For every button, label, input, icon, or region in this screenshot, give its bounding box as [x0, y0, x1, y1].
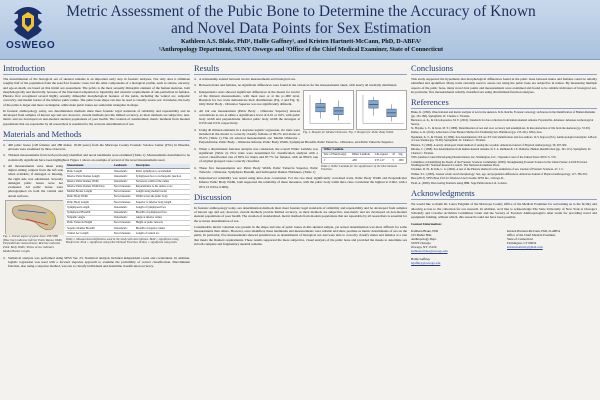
contact-line: SUNY Oswego — [411, 240, 431, 245]
table-cell: Novel measure — [113, 221, 135, 226]
table-cell: Inferior Pubic Ramus Width — [66, 179, 113, 184]
table-cell: 1 — [322, 158, 351, 163]
table-header-cell: df — [392, 152, 395, 157]
table-cell: Osteometric — [113, 179, 135, 184]
table-row — [66, 231, 190, 236]
discussion-heading: Discussion — [194, 192, 407, 204]
reference-item: SWG (Andrea Council Developing Disarticulation, Inc. Washington, D.C.: Supreme Court of the United States 509 U.S. 579. — [411, 155, 557, 160]
table-cell: Pubic symphysis to acetabulum — [135, 169, 190, 174]
contact-line: Farmington, CT 06032 — [507, 240, 537, 245]
table-cell: Perpendicular to the ramus at arc — [135, 184, 190, 189]
table-cell: Osteometric — [113, 210, 135, 215]
results-bullet: ➤ All but one measurement (Pubic Body - Obturator Superior) showed correlations to sex at either a significance level of 0.01 or 0.05, with pubic body width and perpendicular inferior pubic body width the strongest at 0.550 and 0.531 respectively. — [194, 109, 407, 126]
methods-bullet: ➤ All measurements were taken using digital sliding calipers from the left side when available; if damaged or missing, the right side was substituted. Severely damaged pubic bones were not evaluated. All pubic bones were photographed on both the ventral and dorsal surfaces. — [3, 164, 190, 198]
table-cell: Length of symphyseal face — [135, 205, 190, 210]
references-list — [411, 111, 597, 185]
reference-item: Ubelaker, D. H., & Volk, C. G. (2002). A test of the Phenice method for the estimation of sex. Journal of Forensic Sciences, 47, 1-5. — [411, 167, 564, 172]
table-cell: Novel measure — [113, 184, 135, 189]
table-cell: Pubic Tubercle Height — [66, 221, 113, 226]
methods-bullet: ➤ Thirteen measurements from both previously identified and novel landmarks were examined (Table 1). Measurements determined to be statistically significant have been highlighted. Figure 1 shows an example of several of the novel measurements used. — [3, 153, 190, 162]
table-header-cell: Chi-square — [373, 152, 391, 157]
poster-authors — [58, 38, 544, 53]
references-heading: References — [411, 97, 597, 109]
reference-item: St. Hoyme, L. E., & Iscan, M. Y. (1989). Determination of sex and race: accuracy and assumptions. In Reconstruction of life from the skeleton (pp. 53-93). — [411, 125, 591, 130]
reference-item: Bass (2013). SPSS Base 23.0 for Windows User's Guide. SPSS Inc., Chicago IL. — [411, 176, 505, 181]
conclusions-heading: Conclusions — [411, 63, 597, 75]
table-cell: Osteometric — [113, 169, 135, 174]
contact-line: Anthropology Dept. — [411, 236, 437, 241]
contact-line: Kathleen Blake, PhD — [411, 228, 438, 233]
table-cell: Narrowest width of the ramus — [135, 179, 190, 184]
contact-line: State of Connecticut — [507, 236, 534, 241]
intro-paragraph-2: In forensic anthropology today, sex determination methods must meet forensic legal standards of reliability and repeatability and be developed from samples of known age and sex, however, current methods provide limited accuracy, as most methods are subjective, non-metric and are developed on non-modern skeletal populations of poor health. The creation of standardized, metric methods from modern populations that are repeatable by all researchers is essential for the accurate determination of sex. — [3, 108, 190, 126]
results-bullet: ➤ Between males and females, no significant differences were found in the variances for the measurements taken, with nearly all normally distributed. — [194, 83, 407, 87]
contact-line: 105 Mahar Hall, — [411, 232, 432, 237]
table-cell: Novel measure — [113, 189, 135, 194]
acknowledgments-heading: Acknowledgments — [411, 188, 597, 200]
table-header-cell: Landmark — [113, 164, 135, 169]
column-right — [411, 63, 597, 397]
reference-item: Bertsatos, A. K., & Chovalopoulou, M. E. (2016). Standards for data collection from human skeletal remains. Fayetteville, Arkansas: Arkansas Archeological Survey. — [411, 117, 594, 126]
email-link[interactable]: kathleen.blake@oswego.edu — [411, 248, 448, 253]
pubic-bone-illustration — [6, 201, 64, 235]
table-cell: Breadth of symphyseal face — [135, 210, 190, 215]
reference-item: Walker, P. L. (2005). Greater sciatic notch morphology: Sex, age, and population differences. American Journal of Physical Anthropology, 127, 385-391. — [411, 171, 588, 176]
intro-paragraph-1: The determination of the biological sex of skeletal remains is an important early step in forensic analyses. Not only does it eliminate roughly half of the population from the search in forensic cases, but the other components of a biological profile, such as stature, ancestry, and age-at-death, are based on that initial sex assessment. The pelvis is the most sexually dimorphic element of the human skeleton, both morphologically and metrically, because of the functional adaptation to bipedality and obstetric requirements of sub-parturition in females. Phenice first recognized several highly sexually dimorphic morphological features of the pubis, including the ventral arc, subpubic concavity, and medial border of the inferior pubic ramus. The pubic bone shape can also be used to visually assess sex: in females, the body of the pubis is larger and more rectangular, while male pubic bones are somewhat triangular in shape. — [3, 77, 190, 107]
logo-wordmark: OSWEGO — [6, 40, 56, 51]
table-cell: Height of pubic tubercle — [135, 221, 190, 226]
table-cell: Novel measure — [113, 231, 135, 236]
table-cell: Medial Border Length — [66, 189, 113, 194]
methods-heading: Materials and Methods — [3, 129, 190, 141]
contact-heading: Contact Information: — [411, 222, 442, 227]
table-header-cell: Sig. — [397, 152, 407, 157]
table-cell: Length along medial border — [135, 189, 190, 194]
table-cell: Novel measure — [113, 200, 135, 205]
results-bullet: ➤ When a discriminant function analysis was conducted, the overall Wilks' Lambda was significant (Table 2). Five traits were determined for classification analysis with a correct classification rate of 89% for males and 87.7% for females, with an 88.6% rate of original grouped cases correctly classified. — [194, 147, 407, 164]
column-middle — [194, 63, 407, 397]
contact-block — [411, 229, 597, 265]
reference-item: Klales, A. R. (2012). A Revision of the Phenice Method for Estimating Sex. Baltimore (pp. 153-161). Wiley-Liss. — [411, 130, 543, 135]
acknowledgments-paragraph: We would like to thank Dr. Laura Fulginiti of the Maricopa County Office of the Medical Examiner for welcoming us to the facility and allowing access to the collection for our research. In addition, we'd like to acknowledge The State University of New York at Oswego's Scholarly and Creative Activities Committee Grant and the Society of Forensic Anthropologist's Alan Grant for providing travel and equipment funding, without which, this research could not have been possible. — [411, 202, 597, 219]
table-cell: 237.127 — [373, 158, 391, 163]
email-link[interactable]: kristen.hartnett@gmail.com — [507, 244, 543, 249]
results-bullet: ➤ Interobserver reliability was tested using intra-class correlation. For the two most significantly correlated traits, Pubic Body Width and Perpendicular Inferior Pubic Body Width, both supported the reliability of these measures, with the pubic body width intra-class correlation the highest at 0.962, with a 95% CI 0.954, 0.969). — [194, 176, 407, 189]
table-cell: Superior Ramus Breadth — [66, 226, 113, 231]
reference-item: Blake, K. (1990). Observational and metric analysis of sex in the skeleton. In K. Reichs, Forensic osteology: Advances in the Identification of Human Remains (pp. 161-186). Springfield, IL: Charles C. Thomas. — [411, 110, 596, 118]
reference-item: Phenice, T. (1969). A newly developed visual method of sexing the os pubis. American Journal of Physical Anthropology, 30, 297-302. — [411, 142, 568, 147]
table-cell: Angle at inferior ramus — [135, 215, 190, 220]
figure-1-pubic-bone — [5, 200, 63, 234]
reference-item: Rhodes, C. (1998). Sex determination from human skeletal remains. In T. A. Rathbun & J. E. Buikstra, Human Identification (pp. 101-115). Springfield, IL: Charles C. Thomas. — [411, 147, 592, 155]
table-cell: Pubic Length — [66, 169, 113, 174]
table-cell: Osteometric — [113, 205, 135, 210]
contact-right — [507, 229, 597, 265]
table-cell: Pubic Body Length — [66, 200, 113, 205]
table-cell: Superior to inferior body length — [135, 200, 190, 205]
reference-item: Field, A. (2009). Discovering Statistics using IBM. Sage Publications Ltd. London. — [411, 180, 508, 185]
table-cell: .465 — [350, 158, 373, 163]
table-cell: Inferior Pubic Ramus Length — [66, 174, 113, 179]
table-header-cell: Description — [135, 164, 190, 169]
table-cell: Symphyseal Length — [66, 205, 113, 210]
table-cell: Novel measure — [113, 195, 135, 200]
table-cell: 5 — [391, 158, 397, 163]
intro-heading: Introduction — [3, 63, 190, 75]
results-bullet: ➤ Using all thirteen elements in a stepwise logistic regression, six traits were included in the model to correctly classify females at 80.2% and males at 95.6% (Table 1) The six selected measurements are: Medial Obturator - Perpendicular, Pubic Body - Obturator Inferior, Pubic Body Width, Symphysis Breadth, Pubic Tubercle - Obturator, and Pubic Tubercle Superior. — [194, 128, 407, 145]
results-bullet: ➤ These five measurements are: Pubic Body Width, Pubic Tubercle Superior, Pubic Tubercle - Obturator, Symphysis Breadth, and Ischiopubic Ramus Thickness. (Table 1) — [194, 166, 407, 175]
table-header-cell: Test of Function(s) — [322, 152, 351, 157]
table-cell: Inferior Pubic Ramus Width Perp. — [66, 184, 113, 189]
table-2-title: Wilks' Lambda — [322, 147, 407, 152]
column-left — [3, 63, 190, 397]
table-cell: Subpubic Angle — [66, 215, 113, 220]
methods-bullet: ➤ 400 pubic bones (120 females and 280 males; 18-90 years) from the Maricopa County Forensic Science Center (FSC) in Phoenix, Arizona were examined by three observers. — [3, 143, 190, 152]
author-list: Kathleen A.S. Blake, PhD¹, Hallie Gaffney¹, and Kristen Hartnett-McCann, PhD, D-ABFA² — [180, 38, 422, 45]
table-cell: Length of ventral arc — [135, 231, 190, 236]
results-heading: Results — [194, 63, 407, 75]
email-link[interactable]: hgaffney@oswego.edu — [411, 260, 441, 265]
table-header-cell: Measurement — [66, 164, 113, 169]
discussion-paragraph-1: In forensic anthropology today, sex determination methods must meet forensic legal standards of reliability and repeatability and be developed from samples of known age and sex, however, current methods provide limited accuracy, as most methods are subjective, non-metric and are developed on non-modern skeletal populations of poor health. The creation of standardized, metric methods from modern populations that are repeatable by all researchers is essential for the accurate determination of sex. — [194, 205, 407, 223]
contact-left — [411, 229, 501, 265]
table-cell: Ventral Arc Length — [66, 231, 113, 236]
table-cell: .000 — [397, 158, 407, 163]
contact-line: Oswego, NY 13126 — [411, 244, 437, 249]
results-bullet: ➤ Independent t-tests showed significant differences in the means for twelve of the thirteen measurements, with most near or at the p=.000 level. Boxplots for two traits demonstrate their distributions (Fig. 2 and Fig. 3). Only Pubic Body - Obturator Superior was not significantly different. — [194, 90, 407, 107]
conclusions-paragraph: This study supported the hypothesis that morphological differences found in the pubic bone between males and females could be reliably identified and quantified. Many traits currently used to assess sex using the pubic bone are subjective in nature. By measuring multiple aspects of the pubic bone, many novel data points and measurements were examined and found to be reliable indicators of biological sex. In particular, five measurements reliably classified sex using discriminant function analyses. — [411, 77, 597, 94]
results-bullet: ➤ A relationship existed between twelve measurements and biological sex. — [194, 77, 407, 81]
discussion-paragraph-2: Considerable metric variation was present in the shape and size of pubic bones in this skeletal sample, yet sexual determination was most difficult for some measurements than others. However, once identified, these landmarks and measurements were reliable and show promise as metric determinants of sex on the pubis. In particular, five measurements showed potential use as determinants of biological sex and were able to correctly classify males and females at a rate that meets the Daubert requirements. These results supported the more subjective, visual analysis of the pubic bone and provided the means to determine sex in both complete and fragmentary skeletal remains. — [194, 224, 407, 246]
table-cell: Breadth of superior ramus — [135, 226, 190, 231]
reference-item: Committee on Identifying the Needs of the Forensic Sciences Community. (2009). Strengthening Forensic Science in the United States: A Path Forward. Washington DC: National Research Council. The National Academies Press. — [411, 159, 588, 168]
table-cell: Symphyseal face to ischiopubic junction — [135, 174, 190, 179]
table-cell: Osteometric — [113, 174, 135, 179]
contact-line: Kristen Hartnett-McCann, PhD, D-ABFA — [507, 228, 561, 233]
table-cell: Pubic Body Width — [66, 195, 113, 200]
table-1-caption: Table 1. Measurement definitions used in the study with descriptions. Bold = significant using Bonferroni. Pink = significant using Discriminant Function. Yellow = significant using both. — [66, 236, 179, 245]
contact-line: Hallie Gaffney — [411, 256, 430, 261]
table-cell: Osteometric — [113, 226, 135, 231]
table-cell: Osteometric — [113, 215, 135, 220]
poster-title: Metric Assessment of the Pubic Bone to Determine the Accuracy of Known and Novel Data Points for Sex Estimation — [66, 3, 536, 37]
affiliations: ¹Anthropology Department, SUNY Oswego and ²Office of the Chief Medical Examiner, State of Connecticut — [158, 45, 444, 53]
table-cell: Width across the pubic body — [135, 195, 190, 200]
figure-1-caption: Fig. 1. Dorsal aspect of pubic bone: PH-VBB (Blue line) indicates Inferior Pubic Ramus Width Perpendicular measurement; Red line indicates Pubic Body Width; Yellow arrow indicates Medial Border Length. — [3, 233, 62, 253]
table-2-caption: Table 2. Wilks' Lambda for the significance of the Discriminant Function. — [321, 163, 398, 172]
reference-item: Neumann, K. T., & Viviani, P. (1999). Sex determination: XX are XY trait identification and fore authors. In S. Kapoor (Ed.), Anthropological Analysis: A Book of Case Studies (pp. 76-90). Springfield, IL: Charles C. Thomas. — [411, 134, 597, 143]
contact-line: Office of the Chief Medical Examiner — [507, 232, 556, 237]
boxplot-caption: Fig. 2. Boxplot for Medial Obturator. Fig. 3. Boxplot for Pubic Body Width. — [303, 129, 394, 134]
methods-bullet: ➤ Statistical analysis was performed using SPSS Ver. 23. Statistical analysis included independent t-tests and correlations. In addition, logistic regression was used with a forward stepwise approach to examine the probability of correct classification. Discriminant function, also using a stepwise method, was run to classify individuals and determine classification accuracy. — [3, 256, 190, 269]
poster-header — [0, 0, 600, 60]
table-cell: Symphyseal Breadth — [66, 210, 113, 215]
table-header-cell: Wilks' Lambda — [350, 152, 373, 157]
